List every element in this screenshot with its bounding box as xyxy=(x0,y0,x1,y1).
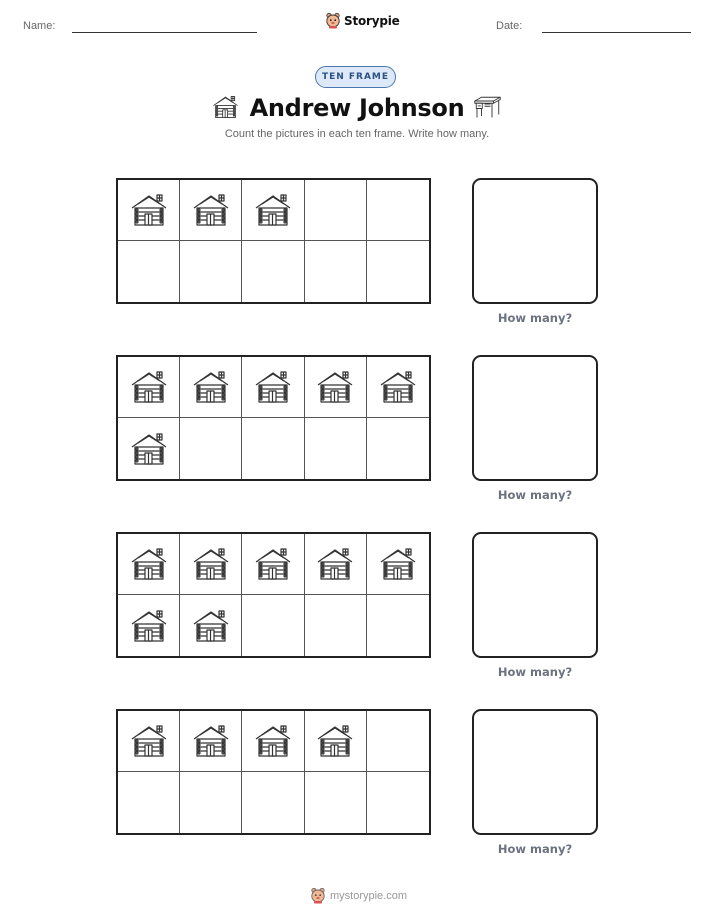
answer-box[interactable] xyxy=(472,178,598,304)
page-title: Andrew Johnson xyxy=(249,94,465,122)
worksheet-type-badge: TEN FRAME xyxy=(315,66,396,88)
ten-frame-cell xyxy=(180,711,242,772)
answer-box[interactable] xyxy=(472,709,598,835)
ten-frame-cell xyxy=(180,595,242,656)
ten-frame-cell xyxy=(242,772,304,833)
instructions: Count the pictures in each ten frame. Write how many. xyxy=(224,128,490,140)
ten-frame-cell xyxy=(242,711,304,772)
log-cabin-icon xyxy=(191,609,231,643)
ten-frame-cell xyxy=(242,180,304,241)
storypie-mascot-icon xyxy=(325,12,341,29)
log-cabin-icon xyxy=(253,370,293,404)
log-cabin-icon xyxy=(129,724,169,758)
ten-frame-cell xyxy=(242,357,304,418)
ten-frame xyxy=(116,532,431,658)
desk-icon xyxy=(472,95,503,119)
log-cabin-icon xyxy=(129,432,169,466)
name-label: Name: xyxy=(23,20,56,32)
how-many-label: How many? xyxy=(497,665,573,679)
ten-frame-cell xyxy=(367,241,429,302)
ten-frame-cell xyxy=(118,357,180,418)
ten-frame-cell xyxy=(242,595,304,656)
ten-frame-cell xyxy=(367,418,429,479)
answer-box[interactable] xyxy=(472,355,598,481)
log-cabin-icon xyxy=(253,193,293,227)
log-cabin-icon xyxy=(378,370,418,404)
log-cabin-icon xyxy=(378,547,418,581)
ten-frame-cell xyxy=(180,418,242,479)
ten-frame-cell xyxy=(367,772,429,833)
ten-frame-cell xyxy=(305,711,367,772)
log-cabin-icon xyxy=(129,609,169,643)
log-cabin-icon xyxy=(191,547,231,581)
title-row xyxy=(0,90,714,126)
ten-frame-cell xyxy=(305,357,367,418)
ten-frame-cell xyxy=(180,180,242,241)
name-line[interactable] xyxy=(72,32,257,33)
ten-frame-cell xyxy=(180,357,242,418)
log-cabin-icon xyxy=(253,547,293,581)
ten-frame-cell xyxy=(367,711,429,772)
ten-frame-cell xyxy=(118,772,180,833)
ten-frame xyxy=(116,355,431,481)
storypie-mascot-icon xyxy=(310,887,326,904)
log-cabin-icon xyxy=(129,547,169,581)
ten-frame-cell xyxy=(305,534,367,595)
ten-frame-cell xyxy=(367,180,429,241)
ten-frame-cell xyxy=(242,241,304,302)
ten-frame-cell xyxy=(305,241,367,302)
footer-url[interactable]: mystorypie.com xyxy=(330,889,408,902)
how-many-label: How many? xyxy=(497,842,573,856)
brand-name: Storypie xyxy=(344,13,400,28)
log-cabin-icon xyxy=(315,370,355,404)
ten-frame-cell xyxy=(180,534,242,595)
footer xyxy=(310,887,407,904)
ten-frame-cell xyxy=(242,534,304,595)
ten-frame-cell xyxy=(305,180,367,241)
ten-frame-cell xyxy=(180,241,242,302)
log-cabin-icon xyxy=(315,724,355,758)
ten-frame-cell xyxy=(180,772,242,833)
log-cabin-icon xyxy=(253,724,293,758)
log-cabin-icon xyxy=(315,547,355,581)
ten-frame-cell xyxy=(242,418,304,479)
ten-frame xyxy=(116,709,431,835)
ten-frame-cell xyxy=(118,180,180,241)
log-cabin-icon xyxy=(129,370,169,404)
ten-frame-cell xyxy=(118,534,180,595)
how-many-label: How many? xyxy=(497,488,573,502)
answer-box[interactable] xyxy=(472,532,598,658)
log-cabin-icon xyxy=(129,193,169,227)
ten-frame-cell xyxy=(305,595,367,656)
ten-frame-cell xyxy=(118,711,180,772)
ten-frame-cell xyxy=(367,595,429,656)
ten-frame-cell xyxy=(367,357,429,418)
date-line[interactable] xyxy=(542,32,691,33)
date-label: Date: xyxy=(496,20,523,32)
log-cabin-icon xyxy=(210,95,241,119)
ten-frame-cell xyxy=(305,418,367,479)
brand-logo xyxy=(325,12,400,29)
ten-frame xyxy=(116,178,431,304)
ten-frame-cell xyxy=(305,772,367,833)
log-cabin-icon xyxy=(191,724,231,758)
log-cabin-icon xyxy=(191,193,231,227)
how-many-label: How many? xyxy=(497,311,573,325)
ten-frame-cell xyxy=(367,534,429,595)
ten-frame-cell xyxy=(118,595,180,656)
ten-frame-cell xyxy=(118,418,180,479)
log-cabin-icon xyxy=(191,370,231,404)
ten-frame-cell xyxy=(118,241,180,302)
